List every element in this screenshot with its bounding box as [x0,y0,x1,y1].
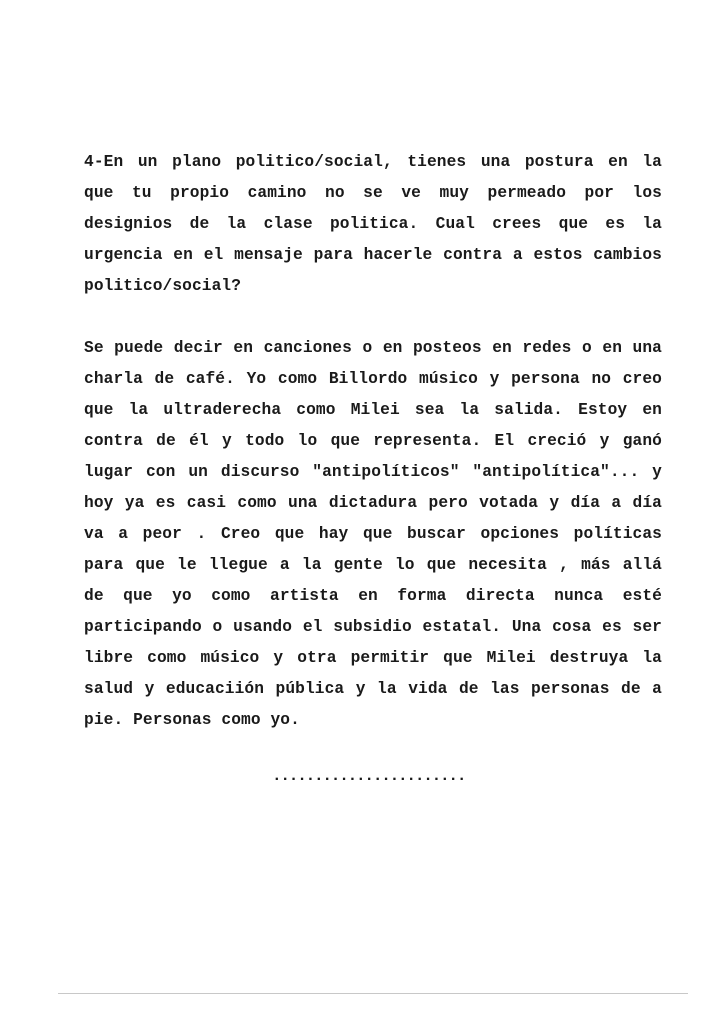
footer-divider [58,993,688,994]
interview-question: 4-En un plano politico/social, tienes una postura en la que tu propio camino no se ve muy permeado por los designios de la clase politica. Cual crees que es la urgencia en el mensaje para hacerle contra a estos cambios politico/social? [84,153,662,295]
dotted-separator: ....................... [272,767,466,785]
interview-answer: Se puede decir en canciones o en posteos en redes o en una charla de café. Yo como Billordo músico y persona no creo que la ultraderecha como Milei sea la salida. Estoy en contra de él y todo lo que representa. El creció y ganó lugar con un discurso "antipolíticos" "antipolítica"... y hoy ya es casi como una dictadura pero votada y día a día va a peor . Creo que hay que buscar opciones políticas para que le llegue a la gente lo que necesita , más allá de que yo como artista en forma directa nunca esté participando o usando el subsidio estatal. Una cosa es ser libre como músico y otra permitir que Milei destruya la salud y educaciión pública y la vida de las personas de a pie. Personas como yo. [84,339,662,729]
